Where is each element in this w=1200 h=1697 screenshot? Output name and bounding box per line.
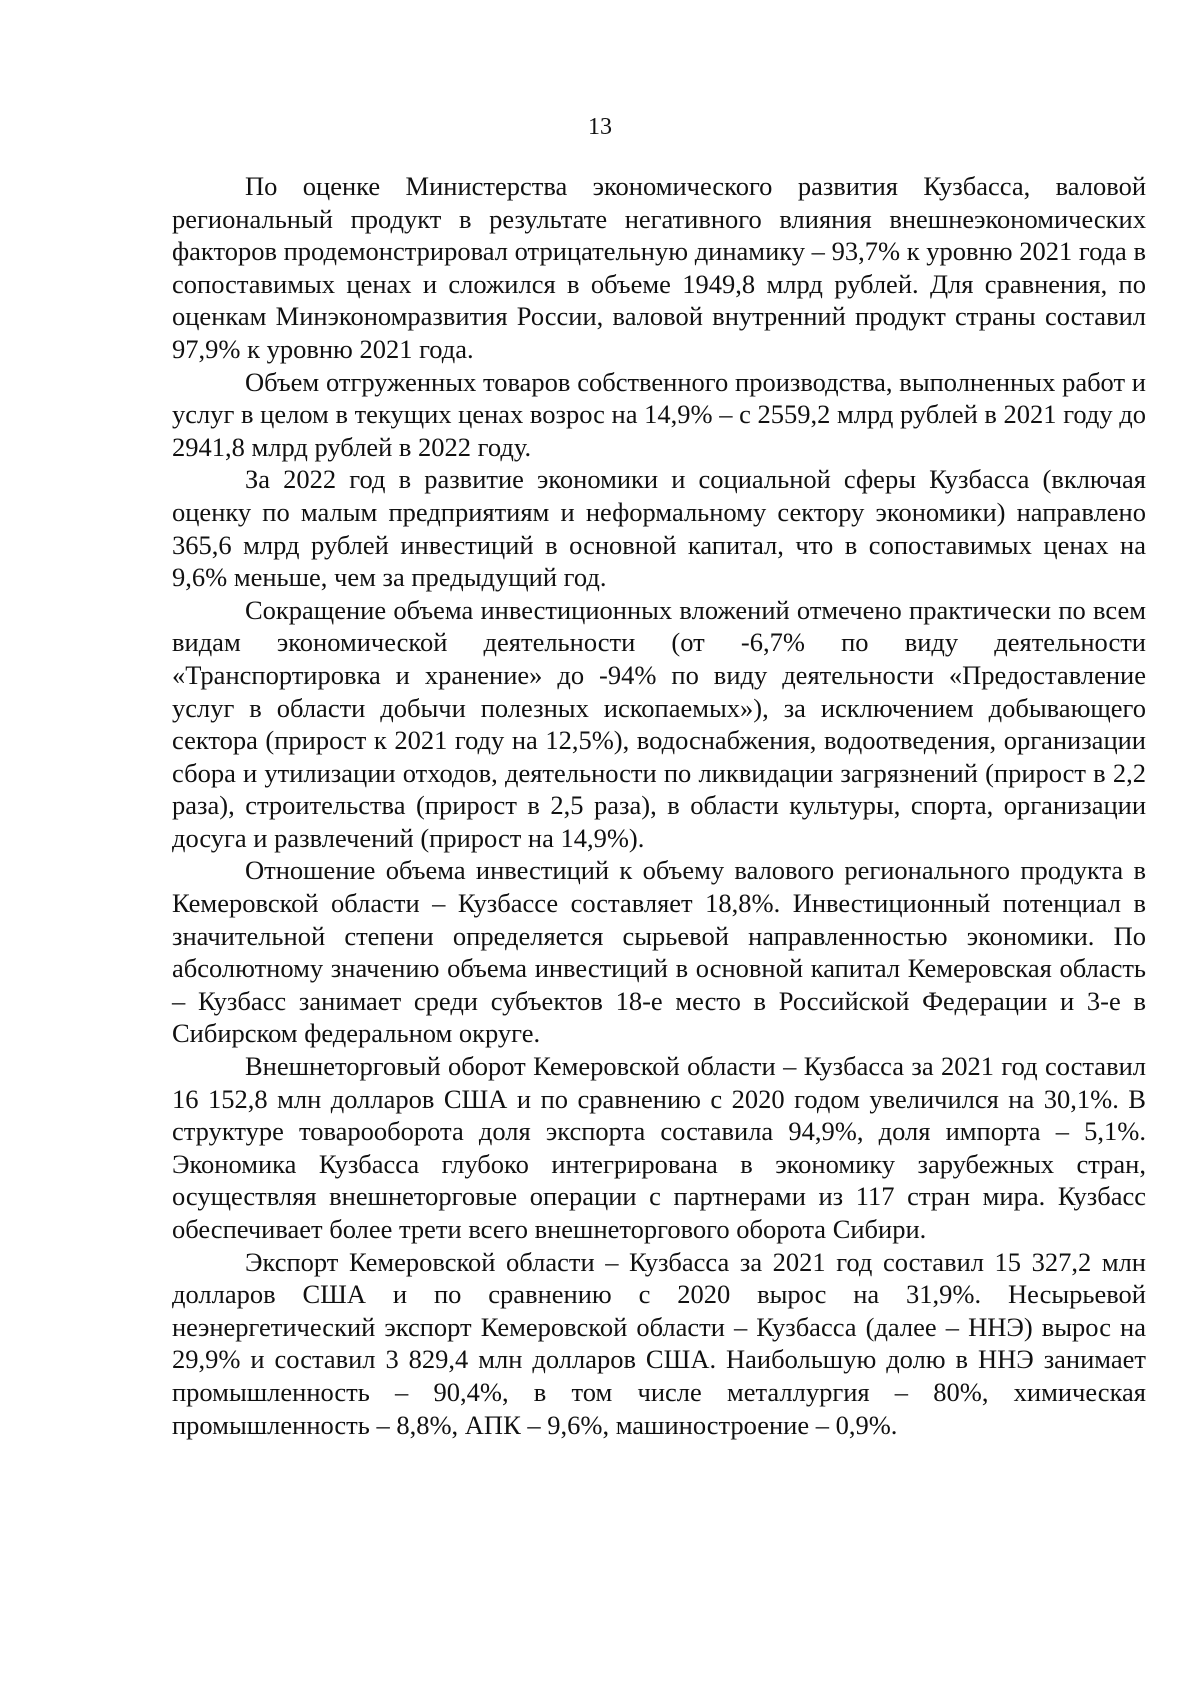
paragraph-grp: По оценке Министерства экономического развития Кузбасса, валовой региональный продукт в результате негативного влияния внешнеэкономических факторов продемонстрировал отрицательную динамику – 93,7% к уровню 2021 года в сопоставимых ценах и сложился в объеме 1949,8 млрд рублей. Для сравнения, по оценкам Минэкономразвития России, валовой внутренний продукт страны составил 97,9% к уровню 2021 года. xyxy=(172,171,1146,364)
paragraph-shipped-goods: Объем отгруженных товаров собственного производства, выполненных работ и услуг в целом в текущих ценах возрос на 14,9% – с 2559,2 млрд рублей в 2021 году до 2941,8 млрд рублей в 2022 году. xyxy=(172,366,1146,462)
page-number: 13 xyxy=(588,114,612,140)
paragraph-investments: За 2022 год в развитие экономики и социальной сферы Кузбасса (включая оценку по малым предприятиям и неформальному сектору экономики) направлено 365,6 млрд рублей инвестиций в основной капитал, что в сопоставимых ценах на 9,6% меньше, чем за предыдущий год. xyxy=(172,464,1146,593)
paragraph-foreign-trade: Внешнеторговый оборот Кемеровской области – Кузбасса за 2021 год составил 16 152,8 млн долларов США и по сравнению с 2020 годом увеличился на 30,1%. В структуре товарооборота доля экспорта составила 94,9%, доля импорта – 5,1%. Экономика Кузбасса глубоко интегрирована в экономику зарубежных стран, осуществляя внешнеторговые операции с партнерами из 117 стран мира. Кузбасс обеспечивает более трети всего внешнеторгового оборота Сибири. xyxy=(172,1051,1146,1244)
paragraph-investment-ratio: Отношение объема инвестиций к объему валового регионального продукта в Кемеровской области – Кузбассе составляет 18,8%. Инвестиционный потенциал в значительной степени определяется сырьевой направленностью экономики. По абсолютному значению объема инвестиций в основной капитал Кемеровская область – Кузбасс занимает среди субъектов 18-е место в Российской Федерации и 3-е в Сибирском федеральном округе. xyxy=(172,855,1146,1049)
paragraph-export: Экспорт Кемеровской области – Кузбасса за 2021 год составил 15 327,2 млн долларов США и по сравнению с 2020 вырос на 31,9%. Несырьевой неэнергетический экспорт Кемеровской области – Кузбасса (далее – ННЭ) вырос на 29,9% и составил 3 829,4 млн долларов США. Наибольшую долю в ННЭ занимает промышленность – 90,4%, в том числе металлургия – 80%, химическая промышленность – 8,8%, АПК – 9,6%, машиностроение – 0,9%. xyxy=(172,1246,1146,1440)
document-body xyxy=(172,170,1146,1441)
paragraph-investment-decline: Сокращение объема инвестиционных вложений отмечено практически по всем видам экономической деятельности (от -6,7% по виду деятельности «Транспортировка и хранение» до -94% по виду деятельности «Предоставление услуг в области добычи полезных ископаемых»), за исключением добывающего сектора (прирост к 2021 году на 12,5%), водоснабжения, водоотведения, организации сбора и утилизации отходов, деятельности по ликвидации загрязнений (прирост в 2,2 раза), строительства (прирост в 2,5 раза), в области культуры, спорта, организации досуга и развлечений (прирост на 14,9%). xyxy=(172,594,1146,853)
